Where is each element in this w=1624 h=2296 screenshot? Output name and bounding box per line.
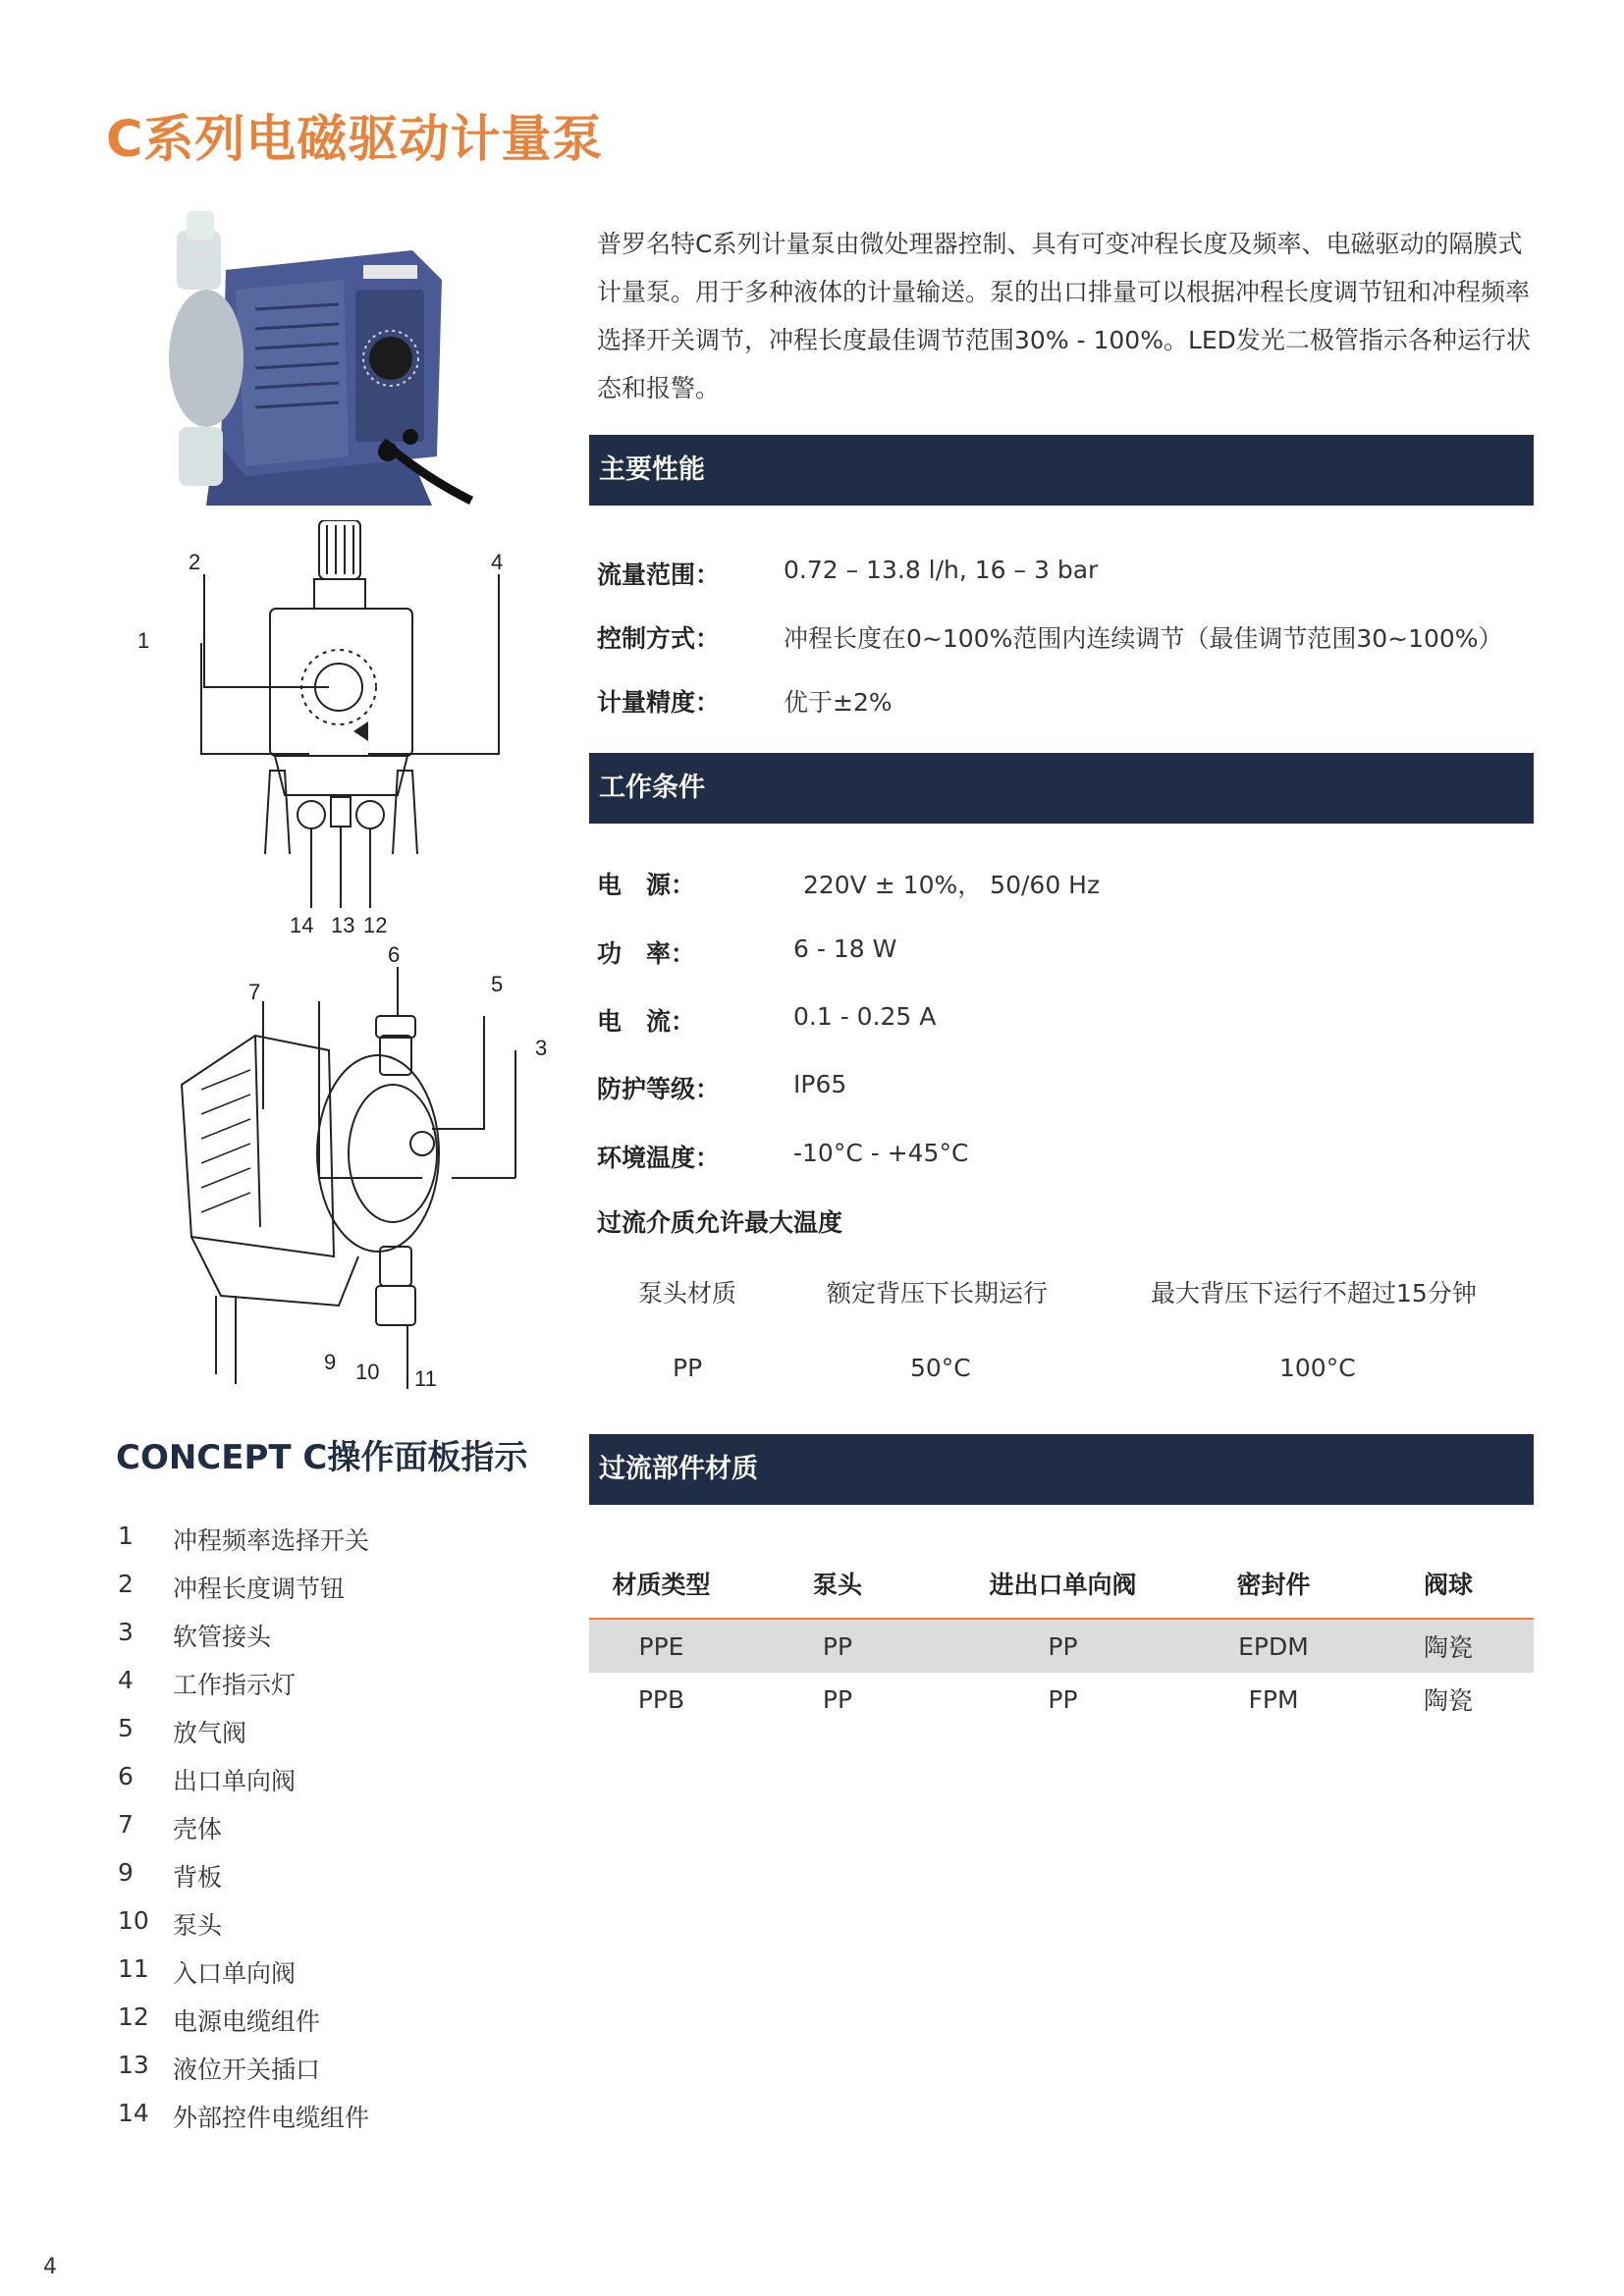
temp-value-max: 100°C [1279, 1354, 1356, 1382]
list-item [118, 1858, 369, 1906]
list-item [118, 1522, 369, 1570]
item-text: 放气阀 [173, 1719, 247, 1747]
performance-heading: 主要性能 [589, 435, 1534, 506]
materials-header: 密封件 [1184, 1549, 1363, 1619]
label-6: 6 [388, 942, 401, 967]
list-item [118, 1810, 369, 1858]
materials-header: 材质类型 [589, 1549, 733, 1619]
label-10: 10 [355, 1360, 380, 1384]
list-item [118, 1666, 369, 1714]
table-cell: EPDM [1184, 1619, 1363, 1673]
materials-heading: 过流部件材质 [589, 1434, 1534, 1505]
item-number: 5 [118, 1714, 134, 1742]
list-item [118, 1714, 369, 1762]
table-row [589, 1673, 1534, 1726]
label-5: 5 [491, 972, 504, 996]
list-item [118, 1570, 369, 1618]
side-view-diagram [162, 942, 574, 1394]
item-number: 2 [118, 1570, 134, 1598]
item-number: 3 [118, 1618, 134, 1646]
item-text: 电源电缆组件 [173, 2007, 321, 2036]
item-number: 13 [118, 2051, 149, 2079]
materials-header-row [589, 1549, 1534, 1619]
item-number: 4 [118, 1666, 134, 1694]
conditions-heading: 工作条件 [589, 753, 1534, 824]
label-2: 2 [189, 550, 201, 574]
legend-list [118, 1522, 369, 2147]
conditions-value-current: 0.1 - 0.25 A [793, 1002, 937, 1031]
materials-header: 进出口单向阀 [942, 1549, 1184, 1619]
materials-header: 阀球 [1363, 1549, 1534, 1619]
item-text: 入口单向阀 [173, 1959, 297, 1988]
table-row [589, 1619, 1534, 1673]
item-number: 12 [118, 2002, 149, 2031]
item-number: 6 [118, 1762, 134, 1790]
performance-label-control: 控制方式： [597, 624, 721, 653]
item-text: 冲程长度调节钮 [173, 1575, 346, 1603]
list-item [118, 2099, 369, 2147]
item-text: 软管接头 [173, 1623, 272, 1651]
max-temp-heading: 过流介质允许最大温度 [597, 1208, 843, 1237]
temp-header-material: 泵头材质 [638, 1279, 737, 1308]
conditions-label-protection: 防护等级： [597, 1075, 721, 1103]
list-item [118, 1618, 369, 1666]
pump-photo [147, 211, 481, 525]
materials-table [589, 1549, 1534, 1726]
label-3: 3 [535, 1036, 548, 1060]
conditions-value-protection: IP65 [793, 1070, 847, 1098]
label-12: 12 [363, 913, 388, 933]
label-7: 7 [248, 980, 261, 1004]
performance-value-flow: 0.72 – 13.8 l/h, 16 – 3 bar [784, 556, 1099, 584]
table-cell: PP [733, 1619, 942, 1673]
conditions-label-ambient-temp: 环境温度： [597, 1144, 721, 1172]
temp-value-material: PP [673, 1354, 703, 1382]
concept-heading: CONCEPT C操作面板指示 [116, 1438, 528, 1477]
label-4: 4 [491, 550, 504, 574]
list-item [118, 1762, 369, 1810]
table-cell: PP [942, 1619, 1184, 1673]
table-cell: PP [1048, 1684, 1078, 1714]
item-number: 14 [118, 2099, 149, 2127]
intro-paragraph: 普罗名特C系列计量泵由微处理器控制、具有可变冲程长度及频率、电磁驱动的隔膜式计量泵。用于多种液体的计量输送。泵的出口排量可以根据冲程长度调节钮和冲程频率选择开关调节，冲程长度最佳调节范围30% - 100%。LED发光二极管指示各种运行状态和报警。 [597, 230, 1531, 402]
materials-header: 泵头 [733, 1549, 942, 1619]
conditions-value-ambient-temp: -10°C - +45°C [793, 1139, 969, 1167]
list-item [118, 1954, 369, 2002]
performance-label-accuracy: 计量精度： [597, 688, 721, 717]
item-number: 1 [118, 1522, 134, 1550]
table-cell: 陶瓷 [1363, 1619, 1534, 1673]
item-text: 外部控件电缆组件 [173, 2104, 370, 2132]
item-text: 冲程频率选择开关 [173, 1526, 370, 1555]
item-number: 11 [118, 1954, 149, 1983]
page-number: 4 [43, 2255, 57, 2279]
conditions-label-power-supply: 电 源： [597, 871, 696, 899]
item-text: 泵头 [173, 1911, 223, 1940]
temp-header-max: 最大背压下运行不超过15分钟 [1151, 1279, 1477, 1308]
table-cell: PPE [589, 1619, 733, 1673]
item-number: 9 [118, 1858, 134, 1887]
table-cell: PP [822, 1684, 853, 1714]
conditions-label-power: 功 率： [597, 939, 696, 968]
label-1: 1 [137, 628, 150, 653]
item-text: 液位开关插口 [173, 2056, 321, 2084]
temp-value-rated: 50°C [910, 1354, 971, 1382]
item-text: 壳体 [173, 1815, 223, 1843]
conditions-label-current: 电 流： [597, 1007, 696, 1036]
list-item [118, 2002, 369, 2051]
performance-value-accuracy: 优于±2% [784, 688, 893, 717]
item-text: 工作指示灯 [173, 1671, 297, 1699]
label-11: 11 [414, 1366, 437, 1391]
temp-header-rated: 额定背压下长期运行 [827, 1279, 1049, 1308]
table-cell: PPB [637, 1684, 685, 1714]
item-number: 10 [118, 1906, 149, 1935]
item-text: 背板 [173, 1863, 223, 1892]
table-cell: FPM [1248, 1684, 1299, 1714]
conditions-value-power-supply: 220V ± 10%， 50/60 Hz [803, 871, 1101, 899]
item-number: 7 [118, 1810, 134, 1839]
performance-label-flow: 流量范围： [597, 561, 721, 589]
table-cell: 陶瓷 [1423, 1686, 1473, 1715]
label-9: 9 [324, 1350, 337, 1374]
page-title: C系列电磁驱动计量泵 [106, 111, 604, 169]
conditions-value-power: 6 - 18 W [793, 934, 897, 963]
list-item [118, 2051, 369, 2099]
list-item [118, 1906, 369, 1954]
label-14: 14 [290, 913, 314, 933]
performance-value-control: 冲程长度在0~100%范围内连续调节（最佳调节范围30~100%） [784, 624, 1503, 653]
front-view-diagram [128, 520, 520, 933]
label-13: 13 [331, 913, 355, 933]
item-text: 出口单向阀 [173, 1767, 297, 1795]
